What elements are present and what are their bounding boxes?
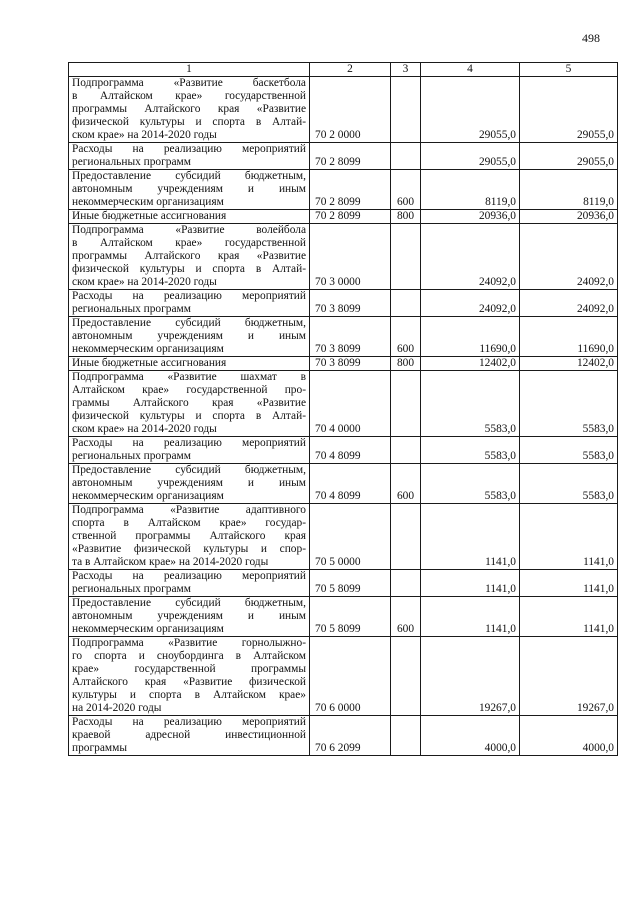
table-row [69, 317, 618, 357]
row-expense-type-cell: 800 [391, 357, 421, 371]
table-row [69, 224, 618, 290]
table-row [69, 504, 618, 570]
row-expense-type-cell: 600 [391, 597, 421, 637]
table-row [69, 464, 618, 504]
row-code-cell: 70 4 0000 [310, 371, 391, 437]
row-name-line: Предоставление субсидий бюджетным, [72, 597, 306, 609]
row-name-line: программы Алтайского края «Развитие [72, 250, 306, 262]
table-row [69, 290, 618, 317]
row-name-line: Подпрограмма «Развитие шахмат в [72, 371, 306, 383]
row-name-line: Расходы на реализацию мероприятий [72, 716, 306, 728]
row-code-cell: 70 4 8099 [310, 464, 391, 504]
row-amount-col4-cell: 1141,0 [421, 597, 520, 637]
table-row [69, 357, 618, 371]
row-amount-col4-cell: 8119,0 [421, 170, 520, 210]
row-name-line: крае» государственной программы [72, 663, 306, 675]
row-amount-col4-cell: 29055,0 [421, 143, 520, 170]
row-name-cell [69, 290, 310, 317]
row-name-cell [69, 504, 310, 570]
row-name-line: Подпрограмма «Развитие адаптивного [72, 504, 306, 516]
row-amount-col4-cell: 20936,0 [421, 210, 520, 224]
header-col-2: 2 [310, 63, 391, 77]
row-amount-col5-cell: 5583,0 [520, 371, 618, 437]
row-amount-col5-cell: 1141,0 [520, 597, 618, 637]
row-name-cell [69, 357, 310, 371]
row-name-line: автономным учреждениям и иным [72, 610, 306, 622]
table-row [69, 371, 618, 437]
row-amount-col5-cell: 12402,0 [520, 357, 618, 371]
row-expense-type-cell [391, 143, 421, 170]
table-row [69, 597, 618, 637]
row-name-line: в Алтайском крае» государственной [72, 90, 306, 102]
table-row [69, 170, 618, 210]
row-name-line: программы Алтайского края «Развитие [72, 103, 306, 115]
row-expense-type-cell [391, 716, 421, 756]
row-amount-col4-cell: 12402,0 [421, 357, 520, 371]
row-amount-col5-cell: 24092,0 [520, 290, 618, 317]
row-name-cell [69, 597, 310, 637]
table-row [69, 437, 618, 464]
row-amount-col5-cell: 29055,0 [520, 77, 618, 143]
row-name-line: граммы Алтайского края «Развитие [72, 397, 306, 409]
row-name-line: Иные бюджетные ассигнования [72, 210, 227, 222]
row-amount-col5-cell: 11690,0 [520, 317, 618, 357]
row-amount-col5-cell: 24092,0 [520, 224, 618, 290]
table-row [69, 210, 618, 224]
row-name-cell [69, 570, 310, 597]
row-name-line: некоммерческим организациям [72, 196, 224, 208]
row-amount-col5-cell: 8119,0 [520, 170, 618, 210]
row-amount-col4-cell: 19267,0 [421, 637, 520, 716]
row-name-cell [69, 317, 310, 357]
row-amount-col5-cell: 5583,0 [520, 464, 618, 504]
row-name-line: Предоставление субсидий бюджетным, [72, 170, 306, 182]
row-expense-type-cell: 600 [391, 170, 421, 210]
row-amount-col4-cell: 24092,0 [421, 224, 520, 290]
row-name-line: Алтайском крае» государственной про- [72, 384, 306, 396]
row-name-line: ственной программы Алтайского края [72, 530, 306, 542]
row-name-cell [69, 464, 310, 504]
row-name-line: автономным учреждениям и иным [72, 477, 306, 489]
row-name-line: физической культуры и спорта в Алтай- [72, 263, 306, 275]
row-code-cell: 70 6 2099 [310, 716, 391, 756]
row-code-cell: 70 2 8099 [310, 143, 391, 170]
row-name-line: в Алтайском крае» государственной [72, 237, 306, 249]
row-amount-col4-cell: 5583,0 [421, 437, 520, 464]
row-code-cell: 70 3 8099 [310, 290, 391, 317]
row-expense-type-cell [391, 77, 421, 143]
row-name-cell [69, 437, 310, 464]
table-row [69, 716, 618, 756]
row-amount-col5-cell: 1141,0 [520, 570, 618, 597]
row-name-cell [69, 371, 310, 437]
row-code-cell: 70 2 0000 [310, 77, 391, 143]
row-code-cell: 70 6 0000 [310, 637, 391, 716]
row-code-cell: 70 3 0000 [310, 224, 391, 290]
row-amount-col5-cell: 4000,0 [520, 716, 618, 756]
row-name-line: Подпрограмма «Развитие баскетбола [72, 77, 306, 89]
row-code-cell: 70 5 8099 [310, 597, 391, 637]
row-code-cell: 70 3 8099 [310, 317, 391, 357]
row-amount-col5-cell: 1141,0 [520, 504, 618, 570]
row-expense-type-cell [391, 570, 421, 597]
row-name-line: некоммерческим организациям [72, 623, 224, 635]
row-name-line: программы [72, 742, 127, 754]
row-name-line: Расходы на реализацию мероприятий [72, 437, 306, 449]
row-expense-type-cell [391, 637, 421, 716]
row-name-line: некоммерческим организациям [72, 343, 224, 355]
row-code-cell: 70 5 0000 [310, 504, 391, 570]
header-col-1: 1 [69, 63, 310, 77]
table-row [69, 77, 618, 143]
row-name-line: Расходы на реализацию мероприятий [72, 143, 306, 155]
row-amount-col4-cell: 11690,0 [421, 317, 520, 357]
row-name-line: Расходы на реализацию мероприятий [72, 570, 306, 582]
row-name-line: Иные бюджетные ассигнования [72, 357, 227, 369]
row-name-line: ском крае» на 2014-2020 годы [72, 129, 217, 141]
row-expense-type-cell [391, 504, 421, 570]
row-name-cell [69, 716, 310, 756]
row-expense-type-cell [391, 371, 421, 437]
row-amount-col5-cell: 5583,0 [520, 437, 618, 464]
page-number: 498 [582, 31, 600, 45]
row-amount-col4-cell: 1141,0 [421, 504, 520, 570]
row-amount-col4-cell: 5583,0 [421, 371, 520, 437]
row-expense-type-cell: 600 [391, 317, 421, 357]
row-name-cell [69, 77, 310, 143]
row-name-line: Алтайского края «Развитие физической [72, 676, 306, 688]
row-name-cell [69, 170, 310, 210]
row-code-cell: 70 3 8099 [310, 357, 391, 371]
header-col-5: 5 [520, 63, 618, 77]
row-name-line: ском крае» на 2014-2020 годы [72, 276, 217, 288]
row-name-line: региональных программ [72, 450, 191, 462]
row-expense-type-cell [391, 290, 421, 317]
row-code-cell: 70 2 8099 [310, 170, 391, 210]
row-expense-type-cell: 800 [391, 210, 421, 224]
budget-table [68, 62, 618, 756]
header-col-3: 3 [391, 63, 421, 77]
row-name-line: автономным учреждениям и иным [72, 330, 306, 342]
table-row [69, 637, 618, 716]
row-name-line: автономным учреждениям и иным [72, 183, 306, 195]
row-name-line: культуры и спорта в Алтайском крае» [72, 689, 306, 701]
row-name-line: Подпрограмма «Развитие горнолыжно- [72, 637, 306, 649]
row-name-line: Подпрограмма «Развитие волейбола [72, 224, 306, 236]
row-name-cell [69, 637, 310, 716]
row-amount-col4-cell: 5583,0 [421, 464, 520, 504]
row-name-line: некоммерческим организациям [72, 490, 224, 502]
row-name-line: Предоставление субсидий бюджетным, [72, 464, 306, 476]
row-amount-col4-cell: 4000,0 [421, 716, 520, 756]
row-amount-col4-cell: 24092,0 [421, 290, 520, 317]
row-amount-col5-cell: 19267,0 [520, 637, 618, 716]
row-name-line: «Развитие физической культуры и спор- [72, 543, 306, 555]
row-code-cell: 70 2 8099 [310, 210, 391, 224]
row-name-cell [69, 210, 310, 224]
header-col-4: 4 [421, 63, 520, 77]
row-name-line: физической культуры и спорта в Алтай- [72, 410, 306, 422]
row-name-cell [69, 224, 310, 290]
table-header-row [69, 63, 618, 77]
row-amount-col4-cell: 1141,0 [421, 570, 520, 597]
row-name-line: региональных программ [72, 583, 191, 595]
row-code-cell: 70 5 8099 [310, 570, 391, 597]
row-name-line: Расходы на реализацию мероприятий [72, 290, 306, 302]
row-expense-type-cell [391, 224, 421, 290]
row-name-line: на 2014-2020 годы [72, 702, 162, 714]
table-row [69, 570, 618, 597]
row-name-line: физической культуры и спорта в Алтай- [72, 116, 306, 128]
row-amount-col5-cell: 29055,0 [520, 143, 618, 170]
row-name-line: ском крае» на 2014-2020 годы [72, 423, 217, 435]
row-expense-type-cell [391, 437, 421, 464]
row-code-cell: 70 4 8099 [310, 437, 391, 464]
row-name-line: та в Алтайском крае» на 2014-2020 годы [72, 556, 269, 568]
row-name-line: го спорта и сноубординга в Алтайском [72, 650, 306, 662]
table-row [69, 143, 618, 170]
row-name-line: спорта в Алтайском крае» государ- [72, 517, 306, 529]
row-amount-col5-cell: 20936,0 [520, 210, 618, 224]
row-name-cell [69, 143, 310, 170]
row-name-line: региональных программ [72, 303, 191, 315]
row-expense-type-cell: 600 [391, 464, 421, 504]
row-name-line: краевой адресной инвестиционной [72, 729, 306, 741]
row-name-line: Предоставление субсидий бюджетным, [72, 317, 306, 329]
row-amount-col4-cell: 29055,0 [421, 77, 520, 143]
row-name-line: региональных программ [72, 156, 191, 168]
